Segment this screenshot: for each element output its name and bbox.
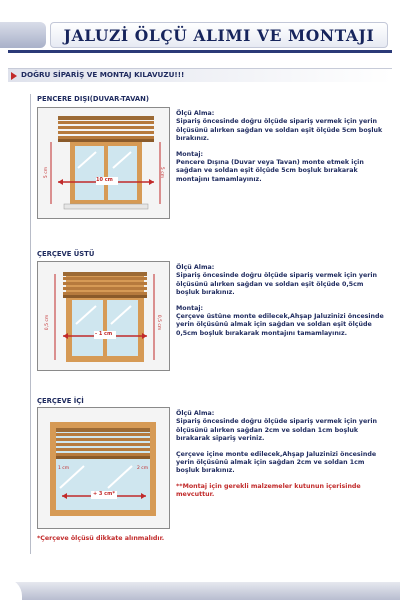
install-text: Çerçeve içine monte edilecek,Ahşap Jaluzinizi öncesinde yerin ölçüsünü almak için sağdan 2cm ve soldan 1cm boşluk bırakınız. xyxy=(176,450,377,475)
right-gap-label: 2 cm xyxy=(137,466,149,471)
measure-heading: Ölçü Alma: xyxy=(176,110,215,117)
section-text-outside xyxy=(176,110,388,191)
install-heading: Montaj: xyxy=(176,150,204,158)
materials-note: **Montaj için gerekli malzemeler kutunun içerisinde mevcuttur. xyxy=(176,482,361,499)
section-text-frame-inside xyxy=(176,410,388,507)
install-text: Çerçeve üstüne monte edilecek,Ahşap Jaluzinizi öncesinde yerin ölçüsünü almak için sağdan ve soldan eşit ölçüde 0,5cm boşluk bırakarak montajını tamamlayınız. xyxy=(176,313,384,337)
guide-subheader xyxy=(8,68,392,82)
install-text: Pencere Dışına (Duvar veya Tavan) monte etmek için sağdan ve soldan eşit ölçüde 5cm boşluk bırakarak montajını tamamlayınız. xyxy=(176,159,364,183)
measure-text: Sipariş öncesinde doğru ölçüde sipariş vermek için yerin ölçüsünü alırken sağdan ve soldan eşit ölçüde 0,5cm boşluk bırakınız. xyxy=(176,272,378,297)
right-gap-label: 5 cm xyxy=(159,166,165,179)
page-title: JALUZİ ÖLÇÜ ALIMI VE MONTAJI xyxy=(63,25,375,45)
illustration-frame-top-mount xyxy=(37,261,170,371)
width-label: - 1 cm xyxy=(95,331,113,337)
section-title-frame-inside: ÇERÇEVE İÇİ xyxy=(37,397,84,405)
page-header xyxy=(0,12,400,52)
section-title-frame-top: ÇERÇEVE ÜSTÜ xyxy=(37,250,95,258)
left-gap-label: 0,5 cm xyxy=(45,314,51,331)
illustration-frame-inside-mount xyxy=(37,407,170,529)
header-rule xyxy=(8,50,392,53)
illustration-outside-mount xyxy=(37,107,170,219)
install-heading: Montaj: xyxy=(176,304,204,312)
measure-text: Sipariş öncesinde doğru ölçüde sipariş vermek için yerin ölçüsünü alırken sağdan 2cm ve soldan 1cm boşluk bırakarak sipariş veriniz. xyxy=(176,418,378,443)
left-gap-label: 1 cm xyxy=(58,466,70,471)
width-label: + 3 cm* xyxy=(93,491,115,497)
left-gap-label: 5 cm xyxy=(44,166,50,179)
measure-heading: Ölçü Alma: xyxy=(176,410,215,417)
frame-footnote: *Çerçeve ölçüsü dikkate alınmalıdır. xyxy=(37,535,165,542)
measure-text: Sipariş öncesinde doğru ölçüde sipariş vermek için yerin ölçüsünü alırken sağdan ve soldan eşit ölçüde 5cm boşluk bırakınız. xyxy=(176,118,383,143)
guide-subheader-label: DOĞRU SİPARİŞ VE MONTAJ KILAVUZU!!! xyxy=(21,70,185,79)
title-box xyxy=(50,22,388,48)
width-label: 10 cm xyxy=(96,177,113,183)
header-accent-bar xyxy=(0,22,46,48)
section-title-outside: PENCERE DIŞI(DUVAR-TAVAN) xyxy=(37,95,149,103)
section-text-frame-top xyxy=(176,264,388,345)
measure-heading: Ölçü Alma: xyxy=(176,264,215,271)
bottom-bar xyxy=(0,582,400,600)
right-gap-label: 0,5 cm xyxy=(156,314,162,331)
red-arrow-icon xyxy=(11,72,17,80)
